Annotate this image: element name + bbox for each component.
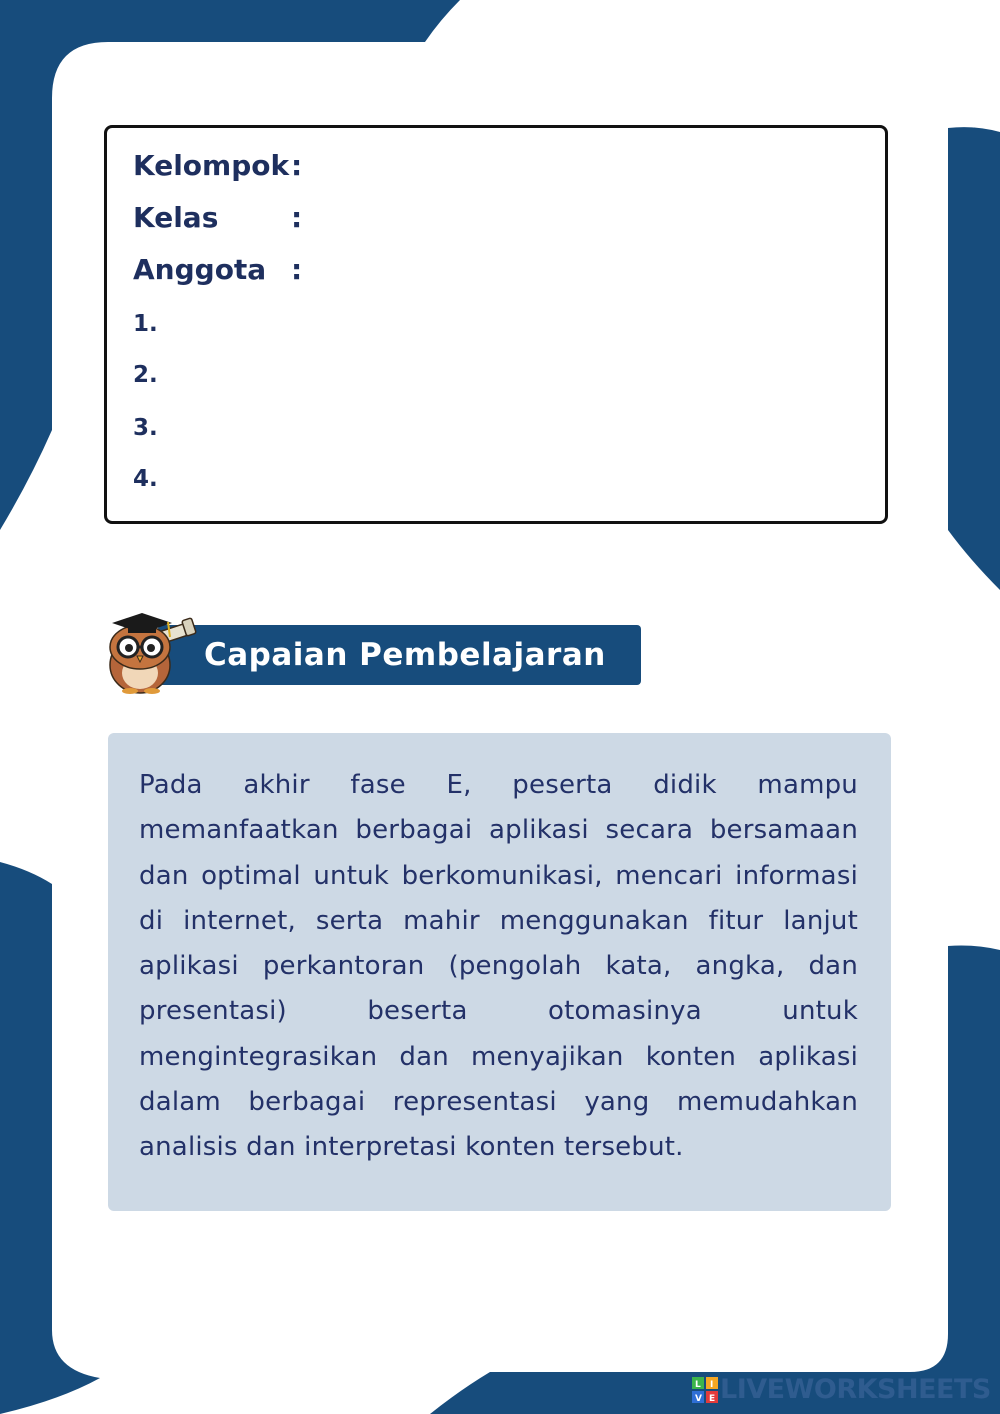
kelas-label: Kelas bbox=[133, 201, 219, 234]
anggota-row bbox=[133, 250, 302, 290]
right-decor bbox=[948, 127, 1000, 590]
svg-text:L: L bbox=[695, 1380, 701, 1390]
svg-text:I: I bbox=[710, 1380, 714, 1390]
kelas-colon: : bbox=[291, 201, 303, 234]
kelompok-colon: : bbox=[291, 149, 303, 182]
section-title-banner bbox=[158, 625, 641, 685]
kelas-row bbox=[133, 198, 302, 238]
svg-text:E: E bbox=[709, 1394, 716, 1403]
member-4-number: 4. bbox=[133, 466, 158, 492]
section-title: Capaian Pembelajaran bbox=[204, 637, 606, 673]
member-1-number: 1. bbox=[133, 311, 158, 337]
kelompok-label: Kelompok bbox=[133, 149, 290, 182]
anggota-colon: : bbox=[291, 253, 303, 286]
identity-box bbox=[104, 125, 888, 524]
svg-text:V: V bbox=[695, 1394, 702, 1403]
member-3-number: 3. bbox=[133, 415, 158, 441]
liveworksheets-brand: LIVEWORKSHEETS bbox=[720, 1374, 991, 1405]
member-2-number: 2. bbox=[133, 362, 158, 388]
learning-outcome-text: Pada akhir fase E, peserta didik mampu memanfaatkan berbagai aplikasi secara bersamaan dan optimal untuk berkomunikasi, mencari informasi di internet, serta mahir menggunakan fitur lanjut aplikasi perkantoran (pengolah kata, angka, dan presentasi) beserta otomasinya untuk mengintegrasikan dan menyajikan konten aplikasi dalam berbagai representasi yang memudahkan analisis dan interpretasi konten tersebut. bbox=[139, 770, 858, 1163]
owl-graduate-icon bbox=[98, 607, 200, 695]
left-bottom-decor bbox=[0, 862, 100, 1414]
anggota-label: Anggota bbox=[133, 253, 267, 286]
liveworksheets-logo-icon bbox=[692, 1377, 718, 1403]
kelompok-row bbox=[133, 146, 302, 186]
learning-outcome-box bbox=[108, 733, 891, 1211]
